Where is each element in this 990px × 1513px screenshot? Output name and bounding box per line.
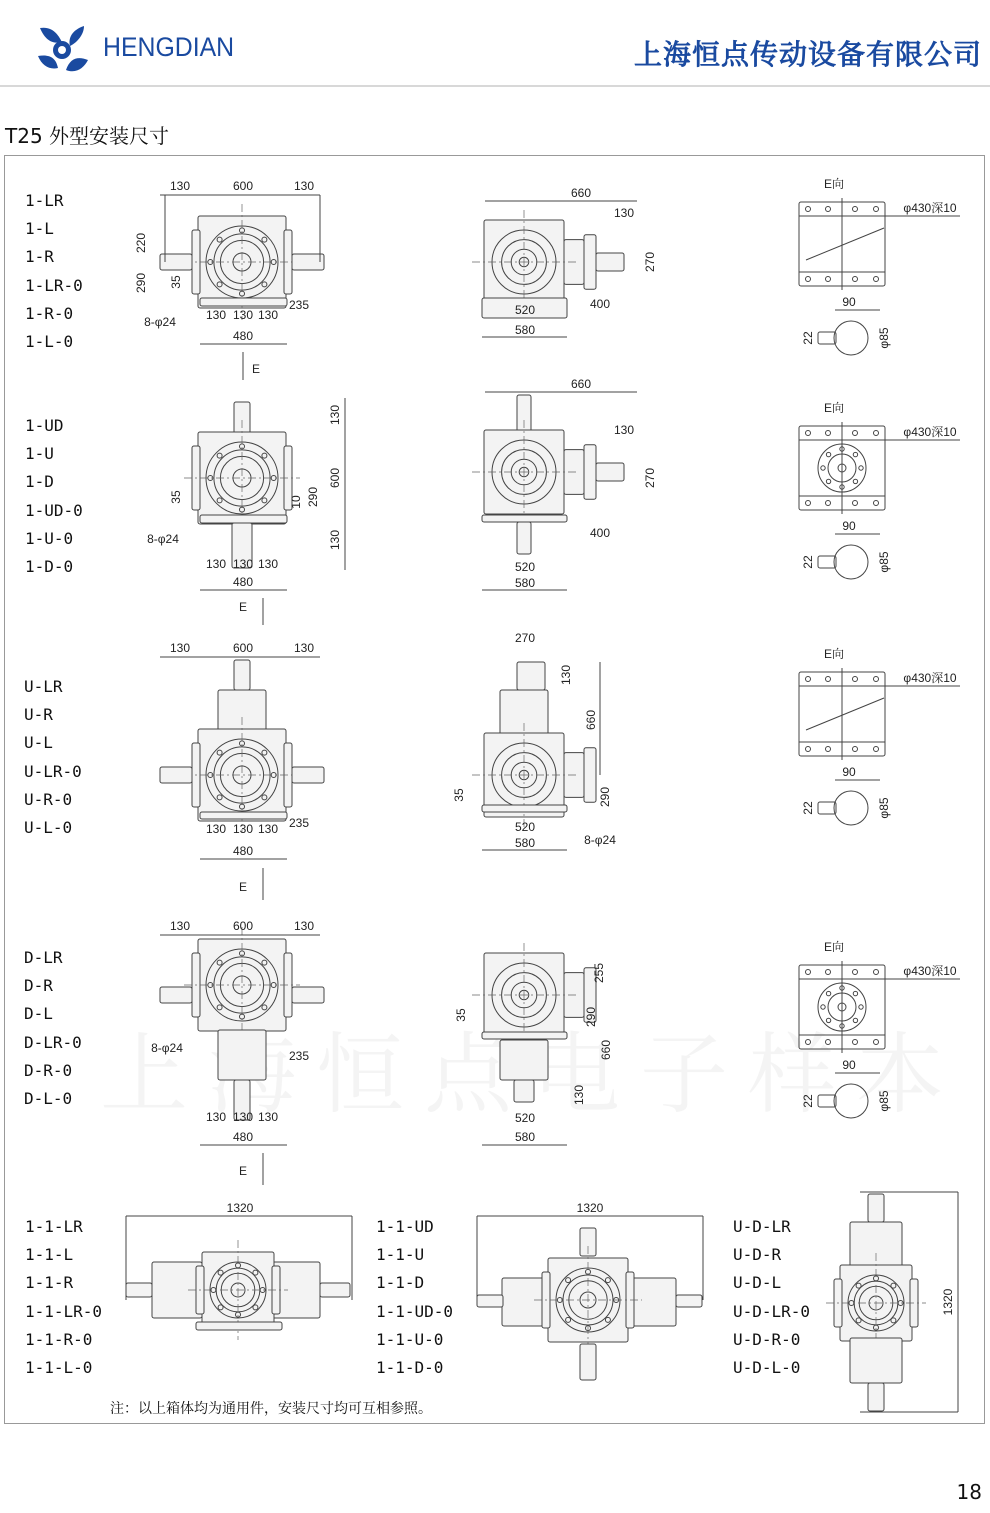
dimension-label: 520	[514, 820, 536, 834]
bolt-hole	[806, 277, 811, 282]
model-code: 1-1-L	[25, 1245, 74, 1265]
bolt-hole	[853, 207, 858, 212]
model-code: D-R	[24, 976, 53, 996]
model-code: 1-1-U-0	[376, 1329, 444, 1349]
dimension-label: 255	[592, 962, 606, 984]
shaft-vertical	[517, 395, 531, 435]
dimension-label: 130	[572, 1084, 586, 1106]
dimension-label: 90	[842, 519, 856, 533]
leader-line	[806, 698, 884, 730]
dimension-label: 270	[514, 631, 536, 645]
dimension-label: 130	[328, 529, 342, 551]
dimension-label: 22	[801, 331, 815, 345]
model-code: 1-UD-0	[25, 500, 83, 520]
model-code: 1-1-LR-0	[25, 1301, 103, 1321]
model-code: 1-1-D-0	[376, 1358, 444, 1377]
model-code: U-D-LR-0	[733, 1301, 811, 1321]
model-code: U-D-L-0	[733, 1358, 801, 1377]
dimension-label: 130	[232, 822, 254, 836]
e-view-title: E向	[823, 647, 845, 661]
key-section	[818, 556, 836, 568]
dimension-label: 35	[169, 490, 183, 504]
mounting-base	[200, 515, 287, 523]
bolt-hole	[874, 677, 879, 682]
dimension-label: 130	[293, 641, 315, 655]
bolt-hole	[806, 501, 811, 506]
dimension-label: φ85	[877, 551, 891, 573]
dimension-label: 130	[328, 404, 342, 426]
output-flange	[584, 445, 596, 499]
dimension-label: 600	[328, 467, 342, 489]
view-direction-label: E	[238, 880, 248, 894]
bore-dimension-label: φ430深10	[903, 425, 957, 439]
dimension-label: 400	[589, 526, 611, 540]
bolt-hole	[806, 677, 811, 682]
model-code: 1-L-0	[25, 332, 74, 351]
model-code: 1-D	[25, 472, 54, 492]
dimension-label: 90	[842, 1058, 856, 1072]
bolt-hole	[853, 452, 857, 456]
output-flange	[584, 235, 596, 289]
dimension-label: 290	[134, 272, 148, 294]
bolt-hole	[853, 970, 858, 975]
dimension-label: 660	[570, 186, 592, 200]
model-code: 1-LR-0	[25, 275, 83, 295]
bolt-hole	[826, 747, 831, 752]
model-code: U-D-R-0	[733, 1329, 801, 1349]
model-code: 1-L	[25, 219, 54, 239]
bolt-hole	[874, 970, 879, 975]
shaft-left	[477, 1295, 503, 1307]
bolt-hole	[874, 747, 879, 752]
bolt-hole	[853, 991, 857, 995]
dimension-label: 130	[232, 308, 254, 322]
bolt-hole	[826, 1018, 830, 1022]
dimension-label: 22	[801, 801, 815, 815]
bolt-hole	[806, 970, 811, 975]
model-code: 1-1-LR	[25, 1217, 83, 1236]
bolt-hole	[806, 747, 811, 752]
bolt-hole	[826, 452, 830, 456]
mounting-base	[200, 812, 287, 819]
model-code: 1-1-R-0	[25, 1329, 93, 1349]
model-code: 1-1-UD-0	[376, 1301, 454, 1321]
dimension-label: 35	[169, 275, 183, 289]
dimension-label: 8-φ24	[151, 1041, 183, 1055]
page-title: T25 外型安装尺寸	[5, 124, 170, 148]
dimension-label: 130	[257, 557, 279, 571]
dimension-label: 290	[584, 1006, 598, 1028]
model-code: 1-1-R	[25, 1273, 74, 1293]
e-view-title: E向	[823, 940, 845, 954]
lower-housing	[218, 1030, 266, 1080]
lower-housing	[850, 1338, 902, 1383]
dimension-label: 600	[232, 641, 254, 655]
dimension-label: 480	[232, 844, 254, 858]
bore-dimension-label: φ430深10	[903, 201, 957, 215]
dimension-label: 130	[559, 664, 573, 686]
bolt-hole	[874, 501, 879, 506]
model-code: U-L-0	[24, 818, 73, 837]
bolt-hole	[826, 277, 831, 282]
shaft-right	[596, 463, 624, 481]
model-code: 1-R	[25, 247, 54, 267]
bolt-hole	[853, 501, 858, 506]
key-section	[818, 1095, 836, 1107]
leader-line	[806, 228, 884, 260]
bolt-hole	[821, 1005, 825, 1009]
shaft-vertical	[868, 1383, 884, 1411]
page-number: 18	[956, 1480, 982, 1504]
bolt-hole	[826, 677, 831, 682]
shaft-section	[834, 321, 868, 355]
model-code: U-D-LR	[733, 1217, 791, 1236]
output-flange	[584, 748, 596, 802]
bolt-hole	[853, 1018, 857, 1022]
dimension-label: 1320	[226, 1201, 254, 1215]
bolt-hole	[821, 466, 825, 470]
model-code: 1-1-L-0	[25, 1358, 93, 1377]
shaft-right	[596, 253, 624, 271]
model-code: 1-1-D	[376, 1273, 425, 1293]
dimension-label: 520	[514, 560, 536, 574]
dimension-label: 130	[293, 919, 315, 933]
bolt-hole	[853, 677, 858, 682]
dimension-label: 1320	[941, 1288, 955, 1316]
dimension-label: 235	[288, 816, 310, 830]
dimension-label: 660	[599, 1039, 613, 1061]
shaft-vertical	[580, 1344, 596, 1380]
key-section	[818, 802, 836, 814]
dimension-label: 600	[232, 919, 254, 933]
dimension-label: 8-φ24	[147, 532, 179, 546]
shaft-vertical	[234, 660, 250, 690]
key-section	[818, 332, 836, 344]
dimension-label: 130	[257, 822, 279, 836]
dimension-label: 22	[801, 1094, 815, 1108]
dimension-label: 600	[232, 179, 254, 193]
dimension-label: 90	[842, 295, 856, 309]
dimension-label: 130	[293, 179, 315, 193]
brand-name: HENGDIAN	[103, 32, 235, 62]
e-view-title: E向	[823, 401, 845, 415]
shaft-right	[292, 767, 324, 783]
bolt-hole	[853, 747, 858, 752]
model-code: U-L	[24, 733, 53, 753]
bolt-hole	[826, 207, 831, 212]
view-direction-label: E	[238, 1164, 248, 1178]
bolt-hole	[806, 431, 811, 436]
shaft-section	[834, 545, 868, 579]
model-code: 1-UD	[25, 416, 64, 435]
dimension-label: 130	[205, 308, 227, 322]
dimension-label: 660	[584, 709, 598, 731]
bolt-hole	[806, 1040, 811, 1045]
dimension-label: 480	[232, 329, 254, 343]
model-code: U-D-L	[733, 1273, 782, 1293]
dimension-label: 235	[288, 298, 310, 312]
bolt-hole	[853, 277, 858, 282]
model-code: D-R-0	[24, 1060, 73, 1080]
bolt-hole	[874, 1040, 879, 1045]
dimension-label: 130	[232, 557, 254, 571]
dimension-label: 130	[613, 206, 635, 220]
shaft-right	[676, 1295, 702, 1307]
dimension-label: 130	[169, 919, 191, 933]
dimension-label: 8-φ24	[144, 315, 176, 329]
dimension-label: 235	[288, 1049, 310, 1063]
shaft-left	[160, 987, 192, 1003]
dimension-label: 290	[306, 486, 320, 508]
model-code: 1-LR	[25, 191, 64, 210]
shaft-vertical	[514, 1080, 534, 1102]
model-code: 1-1-U	[376, 1245, 425, 1265]
lower-housing	[500, 1040, 548, 1080]
dimension-label: 520	[514, 1111, 536, 1125]
bolt-hole	[853, 431, 858, 436]
dimension-label: 480	[232, 1130, 254, 1144]
shaft-vertical	[517, 522, 531, 554]
dimension-label: φ85	[877, 1090, 891, 1112]
shaft-right	[292, 254, 324, 270]
dimension-label: 400	[589, 297, 611, 311]
bolt-hole	[874, 277, 879, 282]
dimension-label: φ85	[877, 797, 891, 819]
dimension-label: 580	[514, 323, 536, 337]
shaft-left	[126, 1283, 152, 1297]
bolt-hole	[826, 1040, 831, 1045]
model-code: U-LR	[24, 677, 63, 696]
bolt-hole	[826, 970, 831, 975]
mounting-base	[482, 805, 567, 812]
dimension-label: 520	[514, 303, 536, 317]
dimension-label: 130	[232, 1110, 254, 1124]
dimension-label: 130	[613, 423, 635, 437]
shaft-vertical	[868, 1194, 884, 1222]
bolt-hole	[874, 207, 879, 212]
dimension-label: 22	[801, 555, 815, 569]
dimension-label: 660	[570, 377, 592, 391]
dimension-label: 130	[169, 641, 191, 655]
bolt-hole	[826, 501, 831, 506]
dimension-label: 480	[232, 575, 254, 589]
dimension-label: 580	[514, 836, 536, 850]
dimension-label: 90	[842, 765, 856, 779]
company-name: 上海恒点传动设备有限公司	[633, 38, 982, 71]
dimension-label: 130	[205, 557, 227, 571]
shaft-section	[834, 1084, 868, 1118]
bore-dimension-label: φ430深10	[903, 964, 957, 978]
model-code: D-L	[24, 1004, 53, 1024]
dimension-label: 1320	[576, 1201, 604, 1215]
dimension-label: 130	[205, 1110, 227, 1124]
dimension-label: 35	[452, 788, 466, 802]
dimension-label: 130	[257, 1110, 279, 1124]
bolt-hole	[826, 991, 830, 995]
shaft-vertical	[517, 662, 545, 690]
bolt-hole	[853, 479, 857, 483]
mounting-base	[482, 1032, 567, 1039]
dimension-label: 270	[643, 467, 657, 489]
bore-dimension-label: φ430深10	[903, 671, 957, 685]
view-direction-label: E	[251, 362, 261, 376]
shaft-left	[160, 767, 192, 783]
dimension-label: 270	[643, 251, 657, 273]
dimension-label: 220	[134, 232, 148, 254]
model-code: 1-D-0	[25, 557, 74, 576]
mounting-base	[482, 515, 567, 522]
model-code: D-LR-0	[24, 1032, 82, 1052]
bolt-hole	[859, 466, 863, 470]
bolt-hole	[853, 1040, 858, 1045]
model-code: 1-U-0	[25, 528, 74, 548]
dimension-label: 290	[598, 786, 612, 808]
model-code: 1-R-0	[25, 303, 74, 323]
shaft-right	[292, 987, 324, 1003]
bolt-hole	[826, 479, 830, 483]
dimension-label: 580	[514, 1130, 536, 1144]
bolt-hole	[859, 1005, 863, 1009]
model-code: D-L-0	[24, 1089, 73, 1108]
dimension-label: 10	[289, 495, 303, 509]
mounting-base	[200, 298, 287, 306]
shaft-right	[320, 1283, 350, 1297]
footnote: 注：以上箱体均为通用件，安装尺寸均可互相参照。	[110, 1401, 432, 1417]
view-direction-label: E	[238, 600, 248, 614]
model-code: U-D-R	[733, 1245, 782, 1265]
mounting-base	[196, 1322, 282, 1330]
dimension-label: 8-φ24	[584, 833, 616, 847]
dimension-label: 130	[169, 179, 191, 193]
dimension-label: φ85	[877, 327, 891, 349]
bolt-hole	[826, 431, 831, 436]
model-code: U-R-0	[24, 789, 73, 809]
model-code: D-LR	[24, 948, 63, 967]
dimension-label: 130	[257, 308, 279, 322]
dimension-label: 580	[514, 576, 536, 590]
model-code: 1-U	[25, 444, 54, 464]
model-code: U-R	[24, 705, 53, 725]
bolt-hole	[874, 431, 879, 436]
e-view-title: E向	[823, 177, 845, 191]
model-code: U-LR-0	[24, 761, 82, 781]
dimension-label: 35	[454, 1008, 468, 1022]
bolt-hole	[806, 207, 811, 212]
shaft-section	[834, 791, 868, 825]
model-code: 1-1-UD	[376, 1217, 434, 1236]
dimension-label: 130	[205, 822, 227, 836]
